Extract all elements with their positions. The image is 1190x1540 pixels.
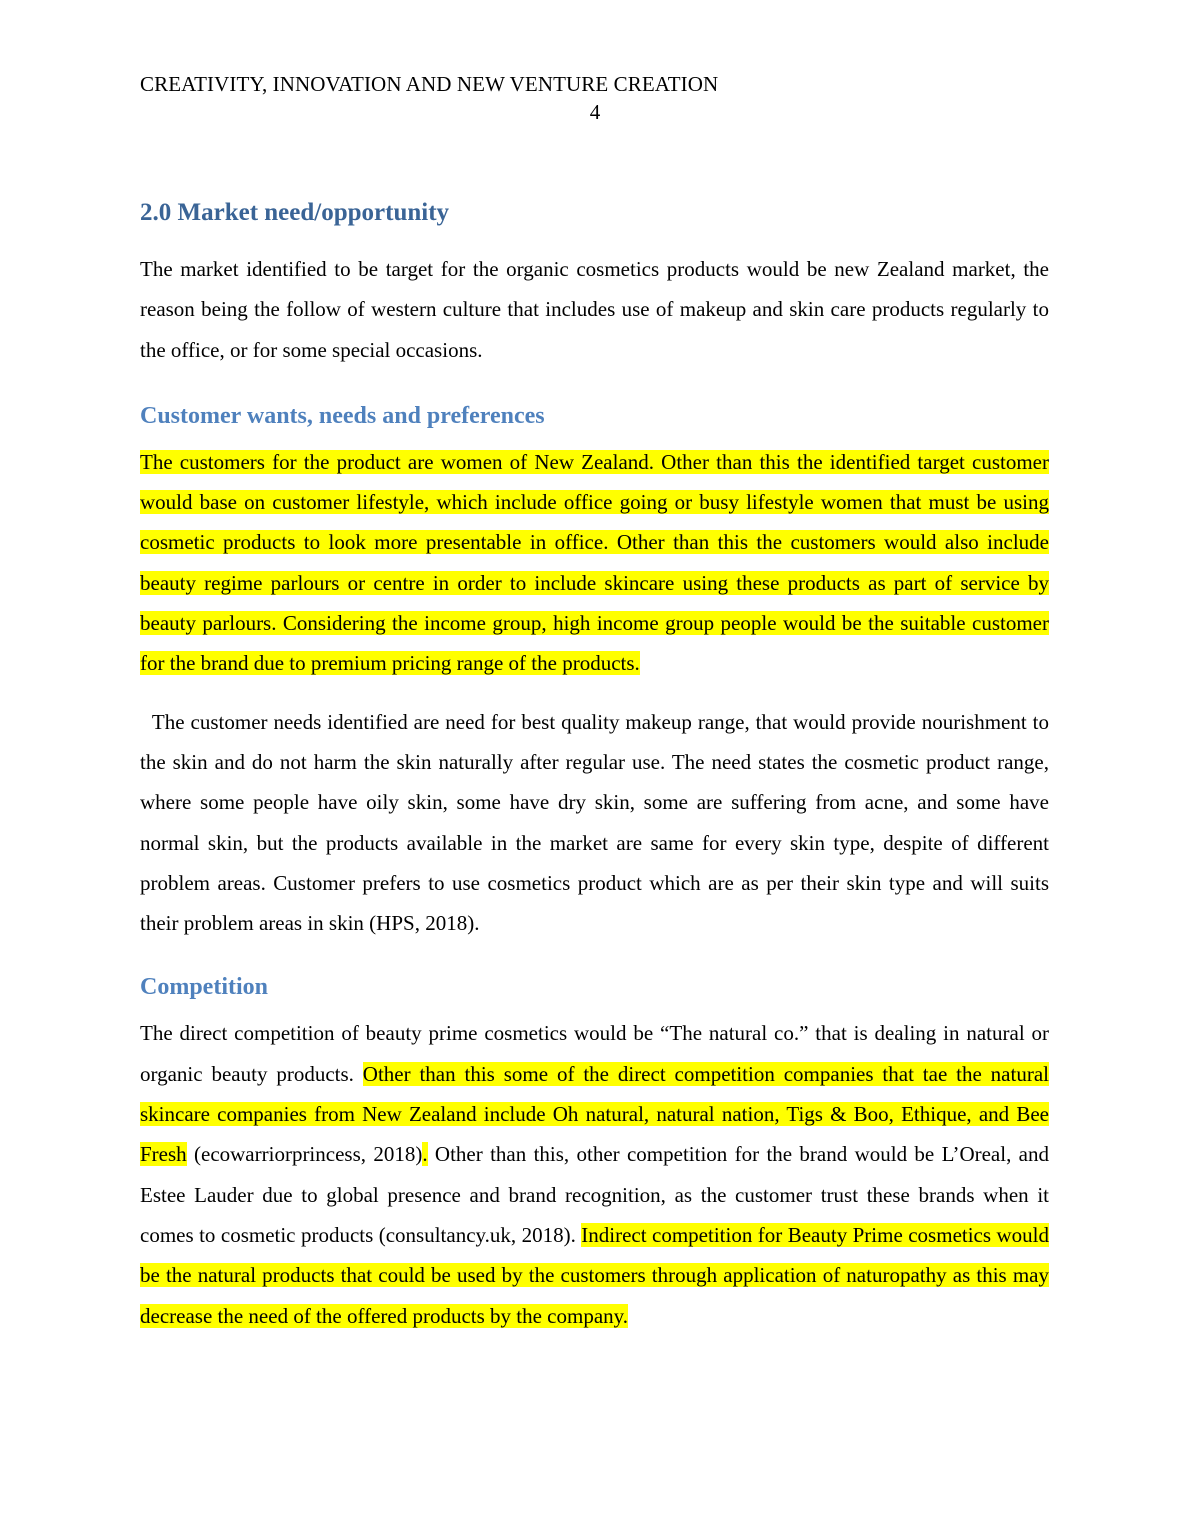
paragraph-customer-needs: The customer needs identified are need for best quality makeup range, that would provide nourishment to the skin and do not harm the skin naturally after regular use. The need states the cosmetic product range, where some people have oily skin, some have dry skin, some are suffering from acne, and some have normal skin, but the products available in the market are same for every skin type, despite of different problem areas. Customer prefers to use cosmetics product which are as per their skin type and will suits their problem areas in skin (HPS, 2018).: [140, 709, 1049, 936]
highlighted-text-nz-companies: Other than this some of the direct competition companies that tae the natural skincare companies from New Zealand include Oh natural, natural nation, Tigs & Boo, Ethique, and Bee Fresh: [140, 1061, 1049, 1167]
citation-ecowarriorprincess: (ecowarriorprincess, 2018): [186, 1142, 423, 1167]
paragraph-competition: [140, 1013, 1049, 1335]
section-heading-market-need: 2.0 Market need/opportunity: [140, 199, 450, 226]
paragraph-customer-profile: [140, 442, 1049, 684]
subheading-customer-wants: Customer wants, needs and preferences: [140, 402, 545, 429]
competition-text-global: Other than this, other competition for the brand would be L’Oreal, and Estee Lauder due to global presence and brand recognition, as the customer trust these brands when it comes to cosmetic products (consultancy.uk, 2018).: [140, 1142, 1049, 1247]
document-body: [140, 196, 1049, 1336]
highlighted-text: The customers for the product are women of New Zealand. Other than this the identified target customer would base on customer lifestyle, which include office going or busy lifestyle women that must be using cosmetic products to look more presentable in office. Other than this the customers would also include beauty regime parlours or centre in order to include skincare using these products as part of service by beauty parlours. Considering the income group, high income group people would be the suitable customer for the brand due to premium pricing range of the products.: [140, 449, 1049, 676]
highlighted-period: .: [422, 1142, 428, 1167]
running-header-title: CREATIVITY, INNOVATION AND NEW VENTURE CREATION: [140, 72, 719, 96]
paragraph-market-intro: The market identified to be target for the organic cosmetics products would be new Zealand market, the reason being the follow of western culture that includes use of makeup and skin care products regularly to the office, or for some special occasions.: [140, 257, 1049, 362]
competition-text-direct: The direct competition of beauty prime cosmetics would be “The natural co.” that is dealing in natural or organic beauty products.: [140, 1021, 1049, 1086]
subheading-competition: Competition: [140, 974, 268, 1001]
page-number: 4: [589, 100, 601, 124]
highlighted-text-indirect-competition: Indirect competition for Beauty Prime cosmetics would be the natural products that could be used by the customers through application of naturopathy as this may decrease the need of the offered products by the company.: [140, 1222, 1049, 1328]
